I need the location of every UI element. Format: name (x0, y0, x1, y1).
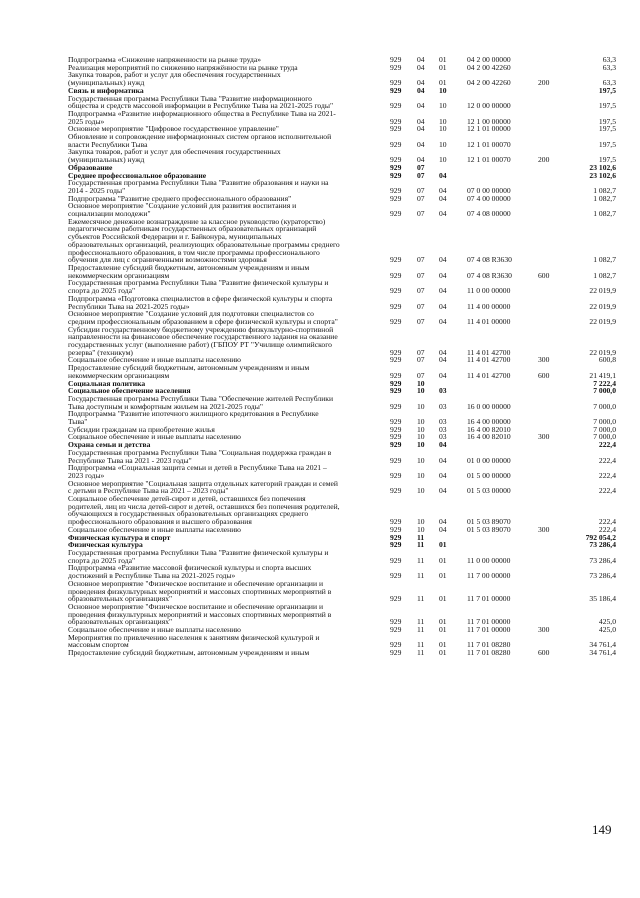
subsection-code: 03 (439, 424, 447, 434)
row-name: Социальное обеспечение и иные выплаты населению (68, 625, 241, 635)
department-code: 929 (390, 155, 402, 165)
section-code: 11 (417, 594, 425, 604)
section-code: 11 (417, 640, 425, 650)
amount: 21 419,1 (589, 370, 616, 380)
section-code: 07 (417, 355, 425, 365)
target-article-code: 01 5 03 89070 (467, 517, 511, 527)
section-code: 04 (417, 101, 425, 111)
section-code: 04 (417, 78, 425, 88)
row-name: Образование (68, 162, 113, 172)
amount: 1 082,7 (593, 193, 616, 203)
subsection-code: 01 (439, 555, 447, 565)
target-article-code: 07 4 08 R3630 (467, 270, 512, 280)
table-row (68, 264, 616, 279)
department-code: 929 (390, 417, 402, 427)
subsection-code: 04 (439, 524, 447, 534)
row-name: Субсидии гражданам на приобретение жилья (68, 424, 215, 434)
department-code: 929 (390, 517, 402, 527)
row-name: Основное мероприятие "Социальная защита отдельных категорий граждан и семей с детьми в Республике Тыва на 2021 – 2023 годы" (68, 478, 338, 496)
section-code: 11 (417, 571, 425, 581)
row-name: Государственная программа Республики Тыва "Социальная поддержка граждан в Республике Тыва на 2021 - 2023 годы" (68, 447, 332, 465)
expense-type-code: 600 (538, 370, 550, 380)
section-code: 10 (417, 470, 425, 480)
department-code: 929 (390, 432, 402, 442)
row-name: Социальное обеспечение и иные выплаты населению (68, 524, 241, 534)
subsection-code: 04 (439, 286, 447, 296)
section-code: 04 (417, 85, 425, 95)
section-code: 07 (417, 193, 425, 203)
amount: 425,0 (598, 617, 616, 627)
table-row (68, 433, 616, 441)
table-row (68, 218, 616, 264)
section-code: 04 (417, 139, 425, 149)
row-name: Предоставление субсидий бюджетным, автономным учреждениям и иным (68, 648, 310, 658)
section-code: 04 (417, 124, 425, 134)
amount: 792 054,2 (585, 532, 616, 542)
row-name: Государственная программа Республики Тыва "Развитие физической культуры и спорта до 2025 года" (68, 548, 329, 565)
target-article-code: 16 4 00 82010 (467, 432, 511, 442)
subsection-code: 01 (439, 617, 447, 627)
section-code: 07 (417, 301, 425, 311)
department-code: 929 (390, 640, 402, 650)
table-row (68, 364, 616, 379)
subsection-code: 04 (439, 470, 447, 480)
amount: 73 286,4 (589, 540, 616, 550)
row-name: Основное мероприятие "Создание условий для подготовки специалистов со средним профессиональным образованием в сфере физической культуры и спорта" (68, 309, 338, 326)
target-article-code: 11 0 00 00000 (467, 286, 511, 296)
page-number: 149 (592, 822, 612, 837)
section-code: 10 (417, 486, 425, 496)
subsection-code: 03 (439, 417, 447, 427)
table-row (68, 449, 616, 464)
subsection-code: 01 (439, 540, 447, 550)
table-row (68, 464, 616, 479)
section-code: 04 (417, 155, 425, 165)
amount: 22 019,9 (589, 286, 616, 296)
row-name: Государственная программа Республики Тыва "Развитие образования и науки на 2014 - 2025 годы" (68, 178, 329, 195)
amount: 222,4 (598, 486, 616, 496)
target-article-code: 12 1 01 00000 (467, 124, 511, 134)
table-row (68, 480, 616, 495)
table-row (68, 634, 616, 649)
section-code: 11 (417, 625, 425, 635)
target-article-code: 11 4 01 42700 (467, 370, 511, 380)
table-row (68, 310, 616, 325)
subsection-code: 01 (439, 648, 447, 658)
table-row (68, 110, 616, 125)
amount: 7 000,0 (593, 432, 616, 442)
department-code: 929 (390, 486, 402, 496)
department-code: 929 (390, 347, 402, 357)
target-article-code: 11 0 00 00000 (467, 555, 511, 565)
subsection-code: 01 (439, 78, 447, 88)
section-code: 07 (417, 370, 425, 380)
row-name: Субсидии государственному бюджетному учреждению физкультурно-спортивной направленности на финансовое обеспечение государственного задания на оказание государственных услуг (выполнение работ) (ГБПОУ РТ "Училище олимпийского резерва" (техникум) (68, 324, 338, 357)
department-code: 929 (390, 625, 402, 635)
row-name: Социальная политика (68, 378, 146, 388)
row-name: Государственная программа Республики Тыва "Развитие физической культуры и спорта до 2025 года" (68, 278, 329, 296)
amount: 1 082,7 (593, 185, 616, 195)
target-article-code: 12 1 00 00000 (467, 116, 511, 126)
amount: 222,4 (598, 455, 616, 465)
subsection-code: 04 (439, 517, 447, 527)
amount: 22 019,9 (589, 347, 616, 357)
row-name: Мероприятия по привлечению населения к занятиям физической культурой и массовым спортом (68, 632, 320, 650)
amount: 197,5 (598, 139, 616, 149)
subsection-code: 10 (439, 124, 447, 134)
amount: 7 000,0 (593, 386, 616, 396)
table-row (68, 495, 616, 526)
amount: 197,5 (598, 124, 616, 134)
target-article-code: 11 7 01 08280 (467, 648, 511, 658)
amount: 73 286,4 (589, 555, 616, 565)
expense-type-code: 200 (538, 155, 550, 165)
subsection-code: 04 (439, 170, 447, 180)
target-article-code: 07 4 00 00000 (467, 193, 511, 203)
subsection-code: 04 (439, 193, 447, 203)
expense-type-code: 300 (538, 432, 550, 442)
row-name: Физическая культура (68, 540, 143, 550)
row-name: Основное мероприятие "Физическое воспитание и обеспечение организации и проведения физкультурных мероприятий и массовых спортивных мероприятий в образовательных организациях" (68, 601, 332, 627)
target-article-code: 04 2 00 42260 (467, 78, 511, 88)
amount: 1 082,7 (593, 209, 616, 219)
row-name: Предоставление субсидий бюджетным, автономным учреждениям и иным некоммерческим организациям (68, 262, 310, 280)
department-code: 929 (390, 424, 402, 434)
target-article-code: 01 5 03 00000 (467, 486, 511, 496)
target-article-code: 12 1 01 00070 (467, 139, 511, 149)
department-code: 929 (390, 455, 402, 465)
table-row (68, 649, 616, 657)
subsection-code: 01 (439, 594, 447, 604)
target-article-code: 07 4 08 00000 (467, 209, 511, 219)
table-row (68, 95, 616, 110)
section-code: 04 (417, 116, 425, 126)
target-article-code: 16 0 00 00000 (467, 401, 511, 411)
section-code: 11 (417, 617, 425, 627)
expense-type-code: 600 (538, 648, 550, 658)
department-code: 929 (390, 116, 402, 126)
section-code: 10 (417, 386, 425, 396)
subsection-code: 04 (439, 370, 447, 380)
section-code: 07 (417, 170, 425, 180)
row-name: Реализация мероприятий по снижению напряжённости на рынке труда (68, 62, 298, 72)
row-name: Физическая культура и спорт (68, 532, 171, 542)
row-name: Закупка товаров, работ и услуг для обеспечения государственных (муниципальных) нужд (68, 147, 281, 165)
target-article-code: 01 0 00 00000 (467, 455, 511, 465)
amount: 34 761,4 (589, 648, 616, 658)
subsection-code: 10 (439, 116, 447, 126)
department-code: 929 (390, 170, 402, 180)
target-article-code: 04 2 00 42260 (467, 62, 511, 72)
department-code: 929 (390, 378, 402, 388)
subsection-code: 03 (439, 386, 447, 396)
table-row (68, 549, 616, 564)
department-code: 929 (390, 648, 402, 658)
department-code: 929 (390, 55, 402, 64)
section-code: 10 (417, 517, 425, 527)
subsection-code: 10 (439, 155, 447, 165)
target-article-code: 07 0 00 00000 (467, 185, 511, 195)
table-row (68, 564, 616, 579)
amount: 197,5 (598, 155, 616, 165)
row-name: Подпрограмма "Развитие среднего профессионального образования" (68, 193, 292, 203)
section-code: 07 (417, 255, 425, 265)
row-name: Ежемесячное денежное вознаграждение за классное руководство (кураторство) педагогическим работникам государственных образовательных организаций субъектов Российской Федерации и г. Байконура, муниципальных образовательных организаций, реализующих образовательные программы среднего профессионального образования, в том числе программы профессионального обучения для лиц с ограниченными возможностями здоровья (68, 216, 340, 265)
section-code: 07 (417, 209, 425, 219)
department-code: 929 (390, 571, 402, 581)
subsection-code: 04 (439, 486, 447, 496)
target-article-code: 11 4 01 00000 (467, 316, 511, 326)
amount: 7 000,0 (593, 401, 616, 411)
amount: 425,0 (598, 625, 616, 635)
section-code: 10 (417, 401, 425, 411)
department-code: 929 (390, 301, 402, 311)
table-row (68, 534, 616, 542)
section-code: 10 (417, 440, 425, 450)
department-code: 929 (390, 555, 402, 565)
section-code: 04 (417, 55, 425, 64)
target-article-code: 12 0 00 00000 (467, 101, 511, 111)
subsection-code: 03 (439, 401, 447, 411)
amount: 222,4 (598, 517, 616, 527)
subsection-code: 04 (439, 440, 447, 450)
department-code: 929 (390, 270, 402, 280)
department-code: 929 (390, 532, 402, 542)
department-code: 929 (390, 185, 402, 195)
expense-type-code: 600 (538, 270, 550, 280)
table-row (68, 279, 616, 294)
section-code: 10 (417, 524, 425, 534)
section-code: 11 (417, 648, 425, 658)
target-article-code: 12 1 01 00070 (467, 155, 511, 165)
section-code: 10 (417, 378, 425, 388)
department-code: 929 (390, 617, 402, 627)
section-code: 11 (417, 532, 425, 542)
table-row (68, 71, 616, 86)
department-code: 929 (390, 524, 402, 534)
amount: 23 102,6 (589, 170, 616, 180)
table-row (68, 295, 616, 310)
target-article-code: 11 7 01 00000 (467, 625, 511, 635)
row-name: Подпрограмма "Развитие ипотечного жилищного кредитования в Республике Тыва" (68, 409, 319, 427)
amount: 34 761,4 (589, 640, 616, 650)
subsection-code: 01 (439, 640, 447, 650)
target-article-code: 11 7 01 00000 (467, 617, 511, 627)
target-article-code: 11 7 01 00000 (467, 594, 511, 604)
department-code: 929 (390, 401, 402, 411)
subsection-code: 01 (439, 55, 447, 64)
row-name: Социальное обеспечение и иные выплаты населению (68, 432, 241, 442)
section-code: 04 (417, 62, 425, 72)
row-name: Подпрограмма «Снижение напряженности на рынке труда» (68, 55, 262, 64)
subsection-code: 01 (439, 62, 447, 72)
row-name: Обновление и сопровождение информационных систем органов исполнительной власти Республики Тыва (68, 132, 332, 149)
department-code: 929 (390, 386, 402, 396)
row-name: Охрана семьи и детства (68, 440, 151, 450)
row-name: Связь и информатика (68, 85, 144, 95)
section-code: 07 (417, 270, 425, 280)
expense-type-code: 300 (538, 355, 550, 365)
amount: 222,4 (598, 524, 616, 534)
subsection-code: 04 (439, 255, 447, 265)
target-article-code: 01 5 00 00000 (467, 470, 511, 480)
expense-type-code: 300 (538, 625, 550, 635)
department-code: 929 (390, 594, 402, 604)
department-code: 929 (390, 101, 402, 111)
subsection-code: 04 (439, 209, 447, 219)
department-code: 929 (390, 162, 402, 172)
amount: 23 102,6 (589, 162, 616, 172)
amount: 7 222,4 (593, 378, 616, 388)
target-article-code: 16 4 00 00000 (467, 417, 511, 427)
row-name: Закупка товаров, работ и услуг для обеспечения государственных (муниципальных) нужд (68, 70, 281, 88)
department-code: 929 (390, 193, 402, 203)
table-row (68, 202, 616, 217)
section-code: 07 (417, 162, 425, 172)
department-code: 929 (390, 124, 402, 134)
amount: 7 000,0 (593, 417, 616, 427)
section-code: 07 (417, 286, 425, 296)
department-code: 929 (390, 78, 402, 88)
amount: 1 082,7 (593, 255, 616, 265)
row-name: Социальное обеспечение детей-сирот и детей, оставшихся без попечения родителей, лиц из числа детей-сирот и детей, оставшихся без попечения родителей, обучающихся в государственных образовательных организациях среднего профессионального образования и высшего образования (68, 494, 340, 527)
amount: 197,5 (598, 101, 616, 111)
section-code: 11 (417, 555, 425, 565)
table-row (68, 395, 616, 410)
department-code: 929 (390, 370, 402, 380)
target-article-code: 16 4 00 82010 (467, 424, 511, 434)
section-code: 10 (417, 424, 425, 434)
amount: 600,8 (598, 355, 616, 365)
row-name: Социальное обеспечение и иные выплаты населению (68, 355, 241, 365)
section-code: 07 (417, 347, 425, 357)
department-code: 929 (390, 209, 402, 219)
subsection-code: 01 (439, 625, 447, 635)
amount: 22 019,9 (589, 316, 616, 326)
department-code: 929 (390, 440, 402, 450)
row-name: Социальное обеспечение населения (68, 386, 191, 396)
subsection-code: 04 (439, 270, 447, 280)
subsection-code: 04 (439, 455, 447, 465)
target-article-code: 11 4 01 42700 (467, 355, 511, 365)
subsection-code: 10 (439, 139, 447, 149)
subsection-code: 04 (439, 355, 447, 365)
table-row (68, 580, 616, 603)
section-code: 10 (417, 432, 425, 442)
amount: 63,3 (602, 78, 616, 88)
subsection-code: 01 (439, 571, 447, 581)
amount: 73 286,4 (589, 571, 616, 581)
amount: 1 082,7 (593, 270, 616, 280)
table-row (68, 148, 616, 163)
row-name: Основное мероприятие "Создание условий для развития воспитания и социализации молодежи" (68, 201, 297, 219)
row-name: Подпрограмма «Развитие информационного общества в Республике Тыва на 2021- 2025 годы» (68, 108, 336, 126)
target-article-code: 11 7 01 08280 (467, 640, 511, 650)
section-code: 10 (417, 417, 425, 427)
amount: 197,5 (598, 116, 616, 126)
row-name: Основное мероприятие "Цифровое государственное управление" (68, 124, 279, 134)
table-row (68, 410, 616, 425)
section-code: 07 (417, 316, 425, 326)
row-name: Подпрограмма «Подготовка специалистов в сфере физической культуры и спорта Республики Тыва на 2021-2025 годы» (68, 293, 333, 311)
subsection-code: 10 (439, 85, 447, 95)
target-article-code: 11 7 00 00000 (467, 571, 511, 581)
section-code: 11 (417, 540, 425, 550)
target-article-code: 11 4 00 00000 (467, 301, 511, 311)
department-code: 929 (390, 62, 402, 72)
amount: 63,3 (602, 55, 616, 64)
subsection-code: 04 (439, 347, 447, 357)
row-name: Государственная программа Республики Тыва "Развитие информационного общества и средств массовой информации в Республике Тыва на 2021-2025 годы" (68, 93, 334, 111)
row-name: Подпрограмма «Социальная защита семьи и детей в Республике Тыва на 2021 – 2023 годы» (68, 463, 327, 480)
row-name: Предоставление субсидий бюджетным, автономным учреждениям и иным некоммерческим организациям (68, 363, 310, 380)
amount: 63,3 (602, 62, 616, 72)
subsection-code: 10 (439, 101, 447, 111)
subsection-code: 04 (439, 301, 447, 311)
section-code: 10 (417, 455, 425, 465)
expense-type-code: 300 (538, 524, 550, 534)
target-article-code: 11 4 01 42700 (467, 347, 511, 357)
target-article-code: 01 5 03 89070 (467, 524, 511, 534)
table-row (68, 179, 616, 194)
subsection-code: 04 (439, 316, 447, 326)
section-code: 07 (417, 185, 425, 195)
department-code: 929 (390, 85, 402, 95)
department-code: 929 (390, 470, 402, 480)
department-code: 929 (390, 540, 402, 550)
target-article-code: 04 2 00 00000 (467, 55, 511, 64)
department-code: 929 (390, 355, 402, 365)
row-name: Подпрограмма «Развитие массовой физической культуры и спорта высших достижений в Республике Тыва на 2021-2025 годы» (68, 563, 312, 581)
row-name: Основное мероприятие "Физическое воспитание и обеспечение организации и проведения физкультурных мероприятий и массовых спортивных мероприятий в образовательных организациях" (68, 578, 332, 604)
department-code: 929 (390, 316, 402, 326)
amount: 22 019,9 (589, 301, 616, 311)
amount: 222,4 (598, 440, 616, 450)
subsection-code: 03 (439, 432, 447, 442)
budget-table (68, 56, 616, 657)
subsection-code: 04 (439, 185, 447, 195)
amount: 222,4 (598, 470, 616, 480)
department-code: 929 (390, 255, 402, 265)
table-row (68, 133, 616, 148)
target-article-code: 07 4 08 R3630 (467, 255, 512, 265)
table-row (68, 326, 616, 357)
department-code: 929 (390, 139, 402, 149)
amount: 197,5 (598, 85, 616, 95)
department-code: 929 (390, 286, 402, 296)
expense-type-code: 200 (538, 78, 550, 88)
row-name: Среднее профессиональное образование (68, 170, 207, 180)
amount: 7 000,0 (593, 424, 616, 434)
row-name: Государственная программа Республики Тыва "Обеспечение жителей Республики Тыва доступным и комфортным жильем на 2021-2025 годы" (68, 393, 334, 411)
amount: 35 186,4 (589, 594, 616, 604)
table-row (68, 603, 616, 626)
